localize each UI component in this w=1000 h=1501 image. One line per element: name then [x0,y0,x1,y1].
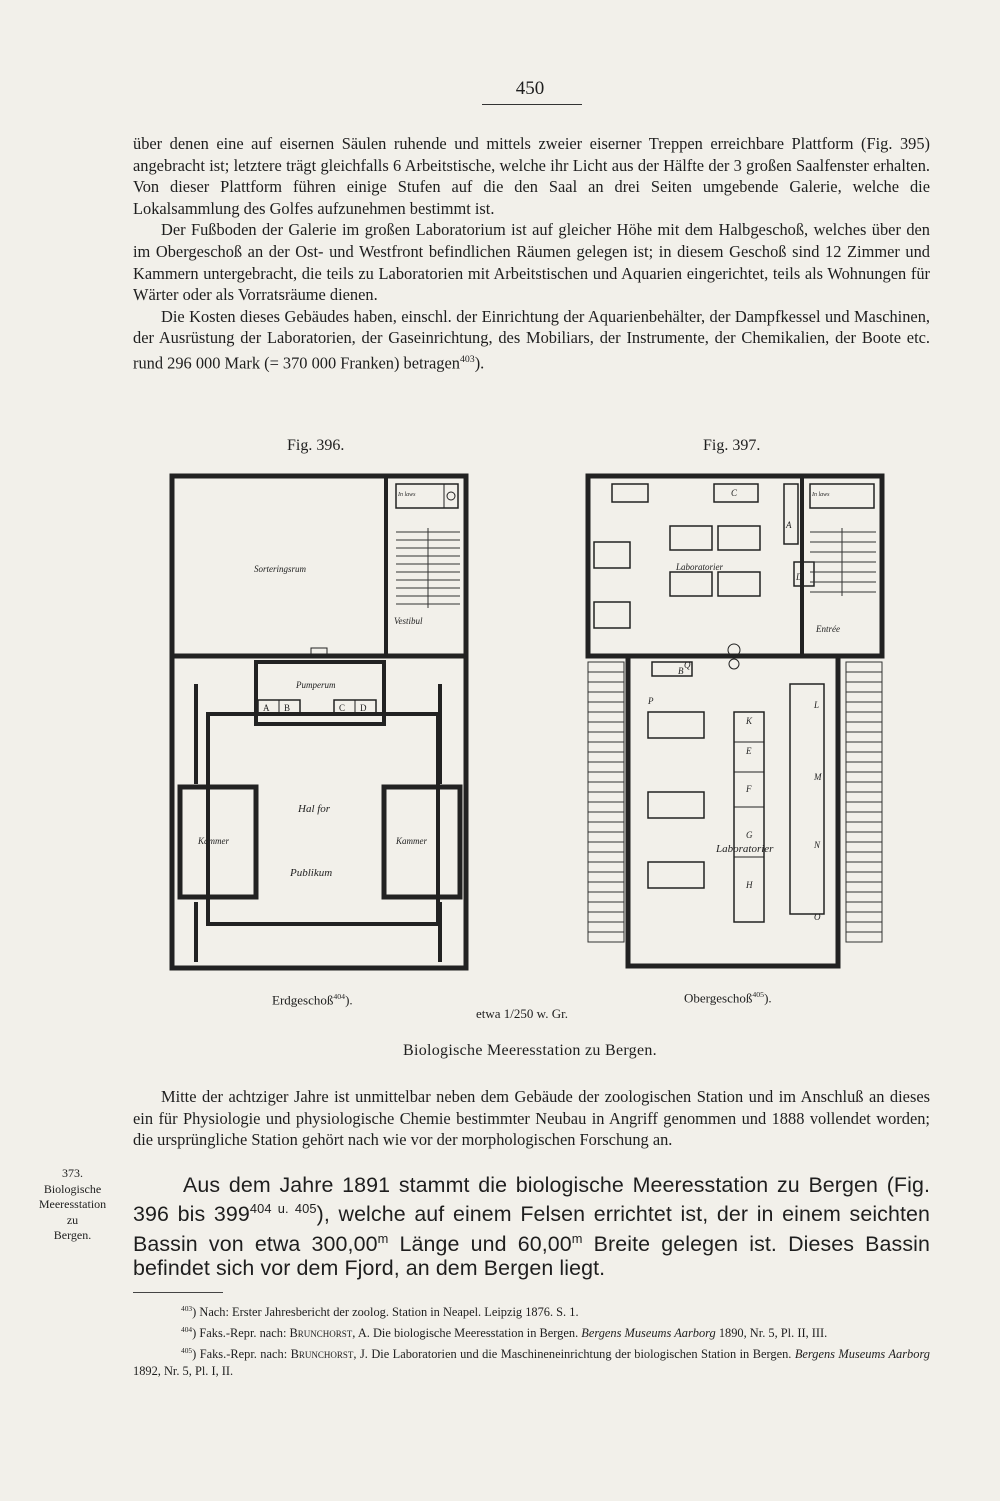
footnote-ref-403[interactable]: 403 [459,353,475,365]
label-q-upper: Q [684,660,691,670]
fig-397-caption-text: Obergeschoß [684,990,753,1006]
fig-396-caption-end: ). [345,992,353,1008]
footnote-ref-404-405[interactable]: 404 u. 405 [249,1201,317,1217]
label-c: C [339,703,346,713]
paragraph-fussboden: Der Fußboden der Galerie im großen Laboratorium ist auf gleicher Höhe mit dem Halbgeschoß, welches über den im Obergeschoß an der Ost- und Westfront befindlichen Räumen gelegen ist; in diesem Geschoß sind 12 Zimmer und Kammern untergebracht, die teils zu Laboratorien mit Arbeitstischen und Aquarien eingerichtet, teils als Wohnungen für Wärter oder als Vorratsräume dienen. [133,220,930,305]
figure-title: Biologische Meeresstation zu Bergen. [402,1042,657,1059]
fig-396-caption-text: Erdgeschoß [272,992,334,1008]
footnote-403-number: 403 [181,1304,193,1313]
footnote-405-text-b: Die Laboratorien und die Maschineneinrichtung der biologischen Station in Bergen. [367,1347,795,1362]
paragraph-kosten [133,306,930,374]
label-f-upper: F [746,784,752,794]
fig-396-label: Fig. 396. [287,437,345,454]
unit-meter-2: m [571,1230,583,1246]
footnote-ref-405[interactable]: 405 [752,990,765,999]
room-vestibul: Vestibul [394,616,423,626]
room-laboratorier-top: Laboratorier [676,562,724,572]
footnote-404-author: Brunchorst, A. [289,1326,370,1341]
margin-note [20,1166,125,1244]
footnote-404-journal: Bergens Museums Aarborg [581,1326,716,1341]
margin-note-line2: Meeresstation [38,1197,107,1211]
footnote-405-text-a: ) Faks.-Repr. nach: [192,1347,291,1362]
bergen-text-d: Breite gelegen ist. Dieses Bassin befindet sich vor dem Fjord, an dem Bergen liegt. [133,1232,930,1281]
room-publikum: Publikum [290,867,333,879]
bergen-text-b: ), welche auf einem Felsen errichtet ist, der in einem seichten Bassin von etwa 300,00 [133,1202,931,1257]
room-in-laws: In laws [398,492,416,498]
label-g-upper: G [746,830,753,840]
label-d-upper: D [796,572,803,582]
label-e-upper: E [746,746,752,756]
footnote-404-number: 404 [181,1325,193,1335]
scale-prefix: etwa [476,1006,504,1021]
label-b-upper: B [678,666,684,676]
room-hal: Hal for [298,803,331,815]
room-entree: Entrée [816,624,840,634]
footnotes [133,1300,930,1380]
footnote-405-number: 405 [181,1346,193,1356]
label-m-upper: M [814,772,822,782]
room-sortering: Sorteringsrum [254,564,307,574]
page-number: 450 [515,78,545,99]
room-pumperum: Pumperum [296,680,336,690]
room-laboratorier-main: Laboratorier [716,843,774,855]
bergen-text-a: Aus dem Jahre 1891 stammt die biologische Meeresstation zu Bergen (Fig. 396 bis 399 [133,1173,930,1227]
scale-suffix: w. Gr. [533,1006,568,1021]
margin-note-line1: Biologische [43,1181,102,1196]
paragraph-bergen [133,1173,930,1281]
bergen-text-c: Länge und 60,00 [388,1232,572,1257]
fig-396-caption [272,992,353,1008]
paragraph-mitte: Mitte der achtziger Jahre ist unmittelbar neben dem Gebäude der zoologischen Station und im Anschluß an dieses ein für Physiologie und physiologische Chemie bestimmter Neubau in Angriff genommen und 1888 vollendet worden; die ursprüngliche Station gehört nach wie vor der morphologischen Forschung an. [133,1087,930,1150]
footnote-405-journal: Bergens Museums Aarborg [794,1347,930,1362]
footnote-404-text-a: ) Faks.-Repr. nach: [192,1326,290,1341]
fig-397-caption-end: ). [764,990,772,1006]
paragraph-intro: über denen eine auf eisernen Säulen ruhende und mittels zweier eiserner Treppen erreichbare Plattform (Fig. 395) angebracht ist; letztere trägt gleichfalls 6 Arbeitstische, welche ihr Licht aus der Hälfte der 3 großen Saalfenster erhalten. Von dieser Plattform führen einige Stufen auf die den Saal an drei Seiten umgebende Galerie, welche die Lokalsammlung des Golfes aufzunehmen bestimmt ist. [133,134,930,218]
scale-fraction: 1/250 [503,1006,534,1021]
room-in-laws-upper: In laws [812,492,830,498]
footnote-403-text: ) Nach: Erster Jahresbericht der zoolog. Station in Neapel. Leipzig 1876. S. 1. [192,1305,579,1320]
unit-meter-1: m [377,1230,389,1246]
label-d: D [360,703,367,713]
floor-plan-upper [584,472,886,972]
footnote-405-author: Brunchorst, J. [290,1347,368,1362]
floor-plan-ground-drawing [168,472,470,972]
body-text-top [133,133,930,374]
kosten-text: Die Kosten dieses Gebäudes haben, einschl. der Einrichtung der Aquarienbehälter, der Dampfkessel und Maschinen, der Ausrüstung der Laboratorien, der Gaseinrichtung, des Mobiliars, der Instrumente, der Chemikalien, der Boote etc. rund 296 000 Mark (= 370 000 Franken) betragen [133,306,930,373]
footnote-404 [133,1321,930,1342]
margin-note-number: 373. [62,1166,83,1180]
label-p-upper: P [648,696,654,706]
floor-plan-ground [168,472,470,972]
label-l-upper: L [814,700,820,710]
label-n-upper: N [814,840,821,850]
label-a: A [263,703,270,713]
margin-note-line4: Bergen. [53,1228,92,1242]
floor-plan-upper-drawing [584,472,886,972]
room-kammer-left: Kammer [198,836,229,846]
footnote-404-text-b: Die biologische Meeresstation in Bergen. [369,1326,582,1341]
footnote-403 [133,1300,930,1321]
label-o-upper: O [814,912,821,922]
label-h-upper: H [746,880,753,890]
body-text-mitte [133,1086,930,1151]
label-c-upper: C [731,488,738,498]
footnote-rule [133,1292,223,1293]
footnote-404-text-c: 1890, Nr. 5, Pl. II, III. [715,1326,828,1341]
fig-397-caption [684,990,772,1006]
room-kammer-right: Kammer [396,836,427,846]
fig-397-label: Fig. 397. [703,437,761,454]
label-k-upper: K [746,716,753,726]
page-number-rule [482,104,582,105]
label-a-upper: A [786,520,792,530]
footnote-ref-404[interactable]: 404 [333,992,346,1001]
scale-note [476,1006,568,1022]
kosten-end: ). [474,353,485,373]
margin-note-line3: zu [66,1212,79,1227]
footnote-405 [133,1342,930,1380]
footnote-405-text-c: 1892, Nr. 5, Pl. I, II. [133,1364,234,1379]
label-b: B [284,703,291,713]
